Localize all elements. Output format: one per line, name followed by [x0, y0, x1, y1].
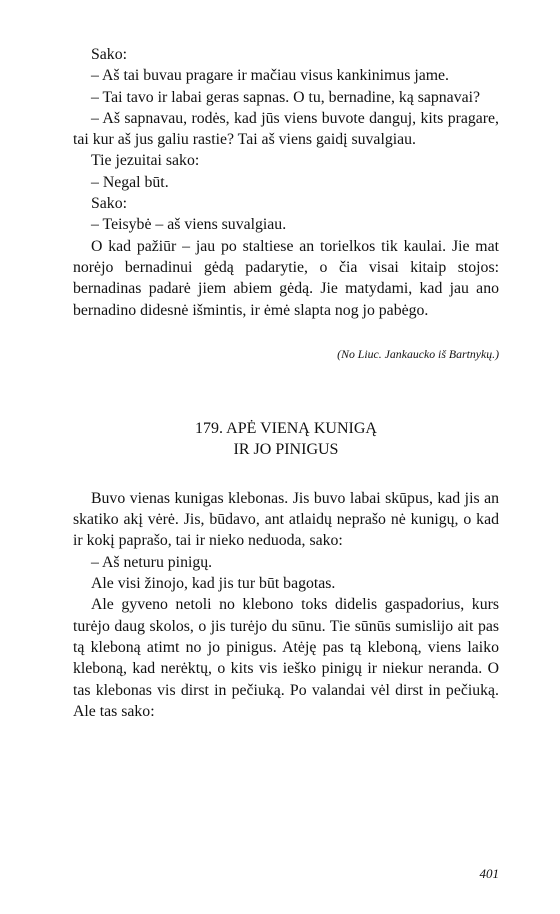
paragraph: Sako:: [91, 195, 127, 213]
story-heading-line: 179. APĖ VIENĄ KUNIGĄ: [195, 419, 377, 437]
source-attribution: (No Liuc. Jankaucko iš Bartnykų.): [337, 346, 499, 361]
paragraph: – Aš neturu pinigų.: [91, 553, 213, 571]
paragraph: Ale visi žinojo, kad jis tur būt bagotas.: [91, 575, 336, 593]
story-continuation: [73, 44, 499, 362]
story-heading: [73, 418, 499, 461]
story-body: [73, 488, 499, 722]
paragraph: O kad pažiūr – jau po staltiese an torielkos tik kaulai. Jie mat norėjo bernadinui gėdą padarytie, o čia visai kitaip stojos: bernadinas padarė jiem abiem gėdą. Jie matydami, kad jau ano bernadino didesnė išmintis, ir ėmė slapta nog jo pabėgo.: [73, 237, 499, 319]
paragraph: – Tai tavo ir labai geras sapnas. O tu, bernadine, ką sapnavai?: [91, 88, 480, 106]
paragraph: – Teisybė – aš viens suvalgiau.: [91, 216, 287, 234]
paragraph: Buvo vienas kunigas klebonas. Jis buvo labai skūpus, kad jis an skatiko akį vėrė. Jis, būdavo, ant atlaidų neprašo nė kunigų, o kad ir kokį paprašo, tai ir nieko neduoda, sako:: [73, 489, 499, 550]
book-page: [73, 44, 499, 894]
page-number: 401: [479, 866, 499, 881]
paragraph: Tie jezuitai sako:: [91, 152, 200, 170]
story-heading-line: IR JO PINIGUS: [233, 441, 339, 459]
paragraph: – Negal būt.: [91, 173, 169, 191]
paragraph: Sako:: [91, 46, 127, 63]
paragraph: – Aš sapnavau, rodės, kad jūs viens buvote danguj, kits pragare, tai kur aš jus galiu rastie? Tai aš viens gaidį suvalgiau.: [73, 109, 499, 149]
paragraph: Ale gyveno netoli no klebono toks didelis gaspadorius, kurs turėjo daug skolos, o jis turėjo du sūnu. Tie sūnūs sumislijo ait pas tą kleboną atimt no jo pinigus. Atėję pas tą kleboną, viens laiko kleboną, kad nerėktų, o kits vis ieško pinigų ir niekur neranda. O tas klebonas vis dirst in pečiuką. Po valandai vėl dirst in pečiuką. Ale tas sako:: [73, 596, 499, 720]
paragraph: – Aš tai buvau pragare ir mačiau visus kankinimus jame.: [91, 67, 449, 85]
